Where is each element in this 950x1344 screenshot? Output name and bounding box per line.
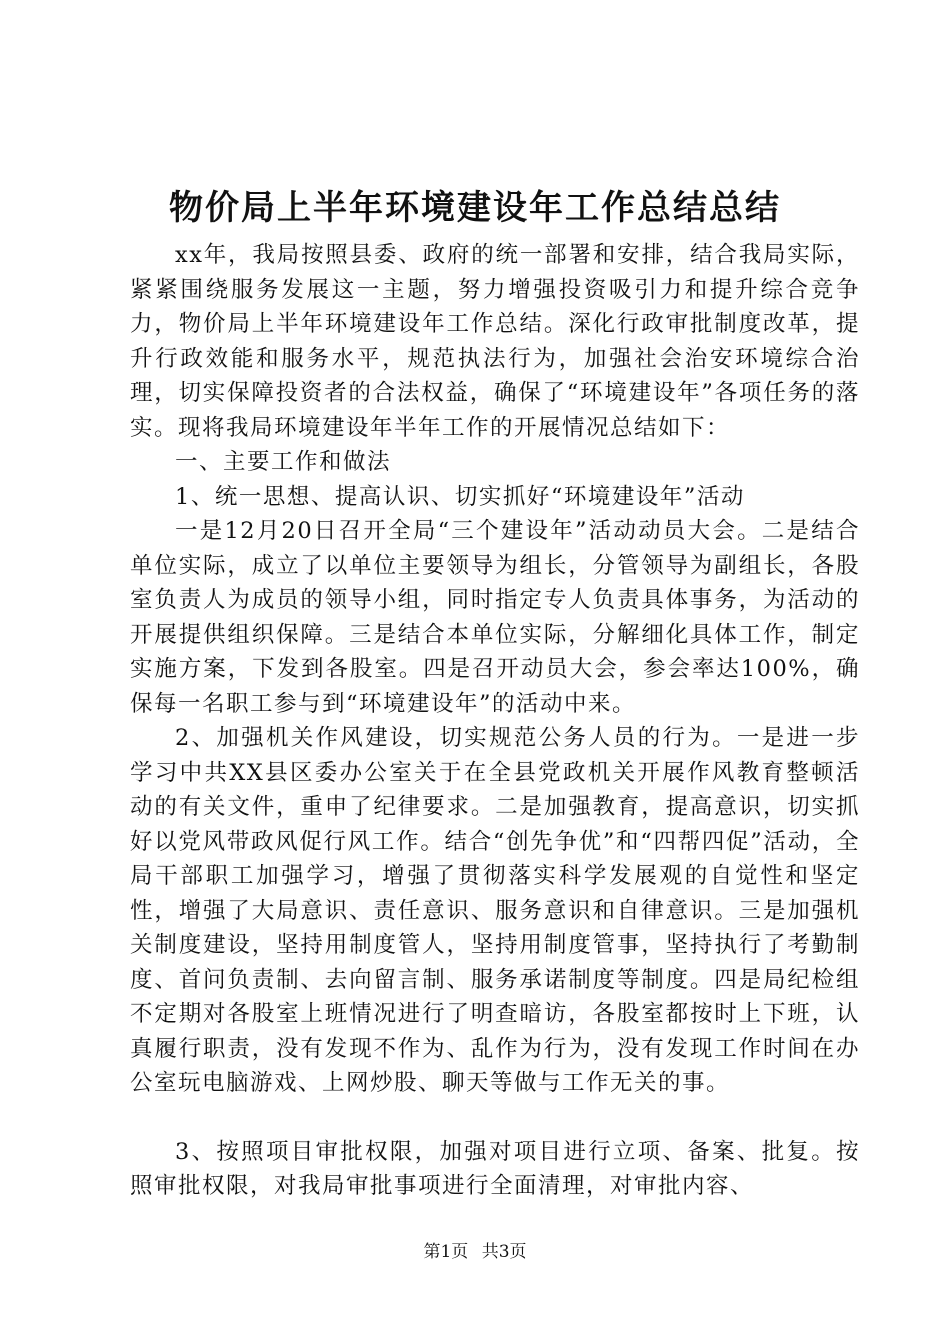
page-number: 第1页 bbox=[423, 1242, 469, 1262]
body-paragraph-3: 3、按照项目审批权限，加强对项目进行立项、备案、批复。按照审批权限，对我局审批事项进行全面清理，对审批内容、 bbox=[130, 1138, 860, 1199]
section-heading: 一、主要工作和做法 bbox=[175, 449, 392, 475]
page-total: 共3页 bbox=[481, 1242, 527, 1262]
document-title: 物价局上半年环境建设年工作总结总结 bbox=[169, 188, 781, 228]
intro-paragraph: xx年，我局按照县委、政府的统一部署和安排，结合我局实际，紧紧围绕服务发展这一主题，努力增强投资吸引力和提升综合竞争力，物价局上半年环境建设年工作总结。深化行政审批制度改革，提升行政效能和服务水平，规范执法行为，加强社会治安环境综合治理，切实保障投资者的合法权益，确保了“环境建设年”各项任务的落实。现将我局环境建设年半年工作的开展情况总结如下： bbox=[130, 242, 860, 441]
body-paragraph-1: 一是12月20日召开全局“三个建设年”活动动员大会。二是结合单位实际，成立了以单位主要领导为组长，分管领导为副组长，各股室负责人为成员的领导小组，同时指定专人负责具体事务，为活动的开展提供组织保障。三是结合本单位实际，分解细化具体工作，制定实施方案，下发到各股室。四是召开动员大会，参会率达100%，确保每一名职工参与到“环境建设年”的活动中来。 bbox=[130, 518, 860, 717]
body-paragraph-2: 2、加强机关作风建设，切实规范公务人员的行为。一是进一步学习中共XX县区委办公室关于在全县党政机关开展作风教育整顿活动的有关文件，重申了纪律要求。二是加强教育，提高意识，切实抓好以党风带政风促行风工作。结合“创先争优”和“四帮四促”活动，全局干部职工加强学习，增强了贯彻落实科学发展观的自觉性和坚定性，增强了大局意识、责任意识、服务意识和自律意识。三是加强机关制度建设，坚持用制度管人，坚持用制度管事，坚持执行了考勤制度、首问负责制、去向留言制、服务承诺制度等制度。四是局纪检组不定期对各股室上班情况进行了明查暗访，各股室都按时上下班，认真履行职责，没有发现不作为、乱作为行为，没有发现工作时间在办公室玩电脑游戏、上网炒股、聊天等做与工作无关的事。 bbox=[130, 725, 860, 1096]
page-footer bbox=[0, 1240, 950, 1264]
document-body bbox=[130, 238, 860, 1204]
subsection-heading-1: 1、统一思想、提高认识、切实抓好“环境建设年”活动 bbox=[175, 483, 745, 510]
